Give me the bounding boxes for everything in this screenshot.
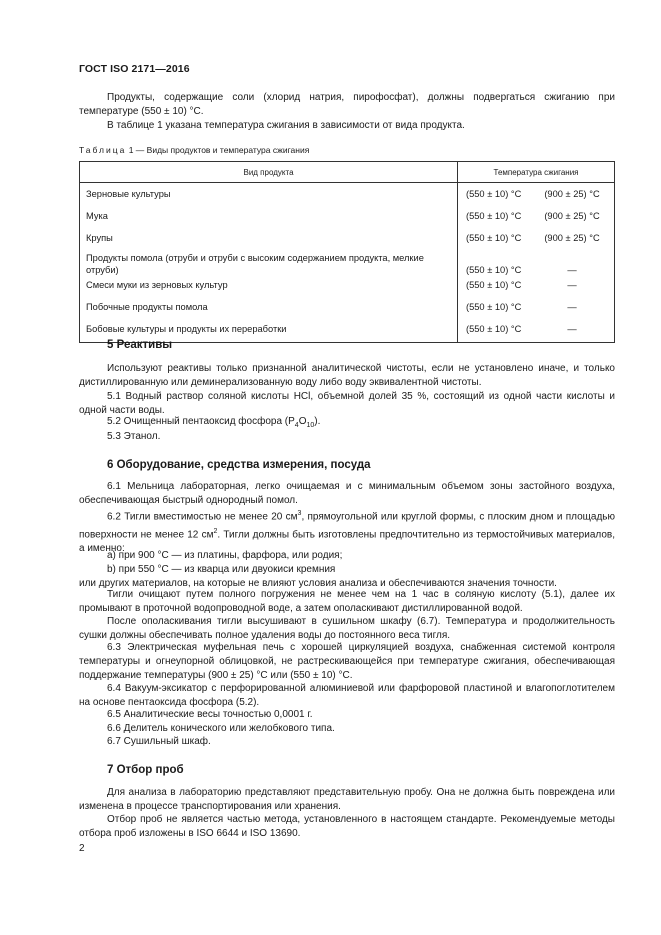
- table-row: [80, 229, 615, 251]
- clause-6-2-drying: После ополаскивания тигли высушивают в сушильном шкафу (6.7). Температура и продолжительность сушки должны обеспечивать полное удаления воды до постоянного веса тигля.: [79, 616, 615, 642]
- list-item-b: b) при 550 °С — из кварца или двуокиси кремния: [107, 564, 336, 575]
- cell-temp-900: —: [567, 280, 577, 290]
- table-caption: [79, 145, 309, 155]
- table-row: [80, 183, 615, 208]
- section-6-heading: 6 Оборудование, средства измерения, посуда: [107, 459, 371, 471]
- cell-temp-550: (550 ± 10) °С: [466, 211, 522, 221]
- section-7-paragraph-1: Для анализа в лабораторию представляют представительную пробу. Она не должна быть повреждена или изменена в процессе транспортирования или хранения.: [79, 787, 615, 813]
- clause-6-5: 6.5 Аналитические весы точностью 0,0001 г.: [107, 709, 313, 720]
- clause-6-2-text: 6.2 Тигли вместимостью не менее 20 см: [107, 511, 298, 523]
- standard-header: ГОСТ ISO 2171—2016: [79, 63, 190, 75]
- clause-5-2-text: 5.2 Очищенный пентаоксид фосфора (P: [107, 416, 295, 427]
- table-header-row: [80, 162, 615, 183]
- cell-product: Продукты помола (отруби и отруби с высоким содержанием продукта, мелкие отруби): [80, 251, 458, 276]
- section-7-heading: 7 Отбор проб: [107, 764, 184, 776]
- cell-product: Крупы: [80, 229, 458, 251]
- table-caption-prefix: Таблица: [79, 145, 127, 155]
- section-5-intro: Используют реактивы только признанной аналитической чистоты, если не установлено иначе, и только дистиллированную или деминерализованную воду либо воду эквивалентной чистоты.: [79, 363, 615, 389]
- cell-product: Бобовые культуры и продукты их переработки: [80, 320, 458, 343]
- intro-paragraph-2: В таблице 1 указана температура сжигания в зависимости от вида продукта.: [107, 120, 465, 131]
- clause-6-4: 6.4 Вакуум-эксикатор с перфорированной алюминиевой или фарфоровой пластиной и влагопоглотителем на основе пентаоксида фосфора (5.2).: [79, 683, 615, 709]
- formula-subscript: 10: [306, 422, 315, 429]
- cell-temp-550: (550 ± 10) °С: [466, 302, 522, 312]
- cell-product: Зерновые культуры: [80, 183, 458, 208]
- clause-6-2-text: , прямоугольной или круглой формы, с плоским дном и площадью поверхности не менее 12 см: [79, 511, 615, 540]
- cell-product: Побочные продукты помола: [80, 298, 458, 320]
- unit-superscript: 3: [297, 510, 302, 517]
- clause-6-3: 6.3 Электрическая муфельная печь с хорошей циркуляцией воздуха, снабженная системой контроля температуры и огнеупорной облицовкой, не растрескивающейся при температуре сжигания, обеспечивающая поддержание температуры (900 ± 25) °С или (550 ± 10) °С.: [79, 642, 615, 682]
- incineration-table: [79, 161, 615, 343]
- list-item-a: а) при 900 °С — из платины, фарфора, или родия;: [107, 550, 343, 561]
- cell-temp-550: (550 ± 10) °С: [458, 320, 537, 343]
- clause-5-3: 5.3 Этанол.: [107, 431, 161, 442]
- section-5-heading: 5 Реактивы: [107, 339, 173, 351]
- clause-5-1: 5.1 Водный раствор соляной кислоты HCl, объемной долей 35 %, состоящий из одной части кислоты и одной части воды.: [79, 391, 615, 417]
- cell-temp-550: (550 ± 10) °С: [466, 280, 522, 290]
- cell-temp-900: (900 ± 25) °С: [544, 189, 600, 199]
- cell-temp-550: (550 ± 10) °С: [466, 264, 522, 275]
- clause-6-2-continuation: или других материалов, на которые не влияют условия анализа и обеспечиваются значения точности.: [79, 578, 557, 589]
- clause-6-6: 6.6 Делитель конического или желобкового типа.: [107, 723, 335, 734]
- column-header-temperature: Температура сжигания: [458, 162, 615, 183]
- table-row: [80, 207, 615, 229]
- clause-6-2-cleaning: Тигли очищают путем полного погружения не менее чем на 1 час в соляную кислоту (5.1), далее их промывают в проточной водопроводной воде, а затем ополаскивают дистиллированной водой.: [79, 589, 615, 615]
- cell-temp-900: —: [567, 264, 577, 275]
- unit-superscript: 2: [213, 527, 218, 535]
- table-row: [80, 251, 615, 276]
- clause-6-2-text: . Тигли должны быть изготовлены предпочтительно из термостойчивых материалов, а именно:: [79, 528, 615, 555]
- table-caption-text: 1 — Виды продуктов и температура сжигания: [128, 145, 310, 155]
- intro-paragraph-1: Продукты, содержащие соли (хлорид натрия, пирофосфат), должны подвергаться сжиганию при температуре (550 ± 10) °С.: [79, 92, 615, 118]
- cell-temp-550: (550 ± 10) °С: [466, 233, 522, 243]
- cell-product: Смеси муки из зерновых культур: [80, 276, 458, 298]
- cell-temp-900: —: [567, 302, 577, 312]
- formula-subscript: 4: [294, 422, 299, 429]
- cell-temp-900: (900 ± 25) °С: [544, 233, 600, 243]
- formula-element: O: [298, 416, 307, 427]
- cell-temp-550: (550 ± 10) °С: [466, 189, 522, 199]
- table-row: [80, 298, 615, 320]
- clause-6-1: 6.1 Мельница лабораторная, легко очищаемая и с минимальным объемом зоны застойного воздуха, обеспечивающая быстрый однородный помол.: [79, 481, 615, 507]
- page-number: 2: [79, 843, 85, 854]
- formula-end: ).: [314, 416, 321, 427]
- section-7-paragraph-2: Отбор проб не является частью метода, установленного в настоящем стандарте. Рекомендуемые методы отбора проб изложены в ISO 6644 и ISO 13690.: [79, 814, 615, 840]
- cell-product: Мука: [80, 207, 458, 229]
- column-header-product: Вид продукта: [80, 162, 458, 183]
- table-row: [80, 276, 615, 298]
- cell-temp-900: (900 ± 25) °С: [544, 211, 600, 221]
- cell-temp-900: —: [536, 320, 615, 343]
- clause-6-7: 6.7 Сушильный шкаф.: [107, 736, 211, 747]
